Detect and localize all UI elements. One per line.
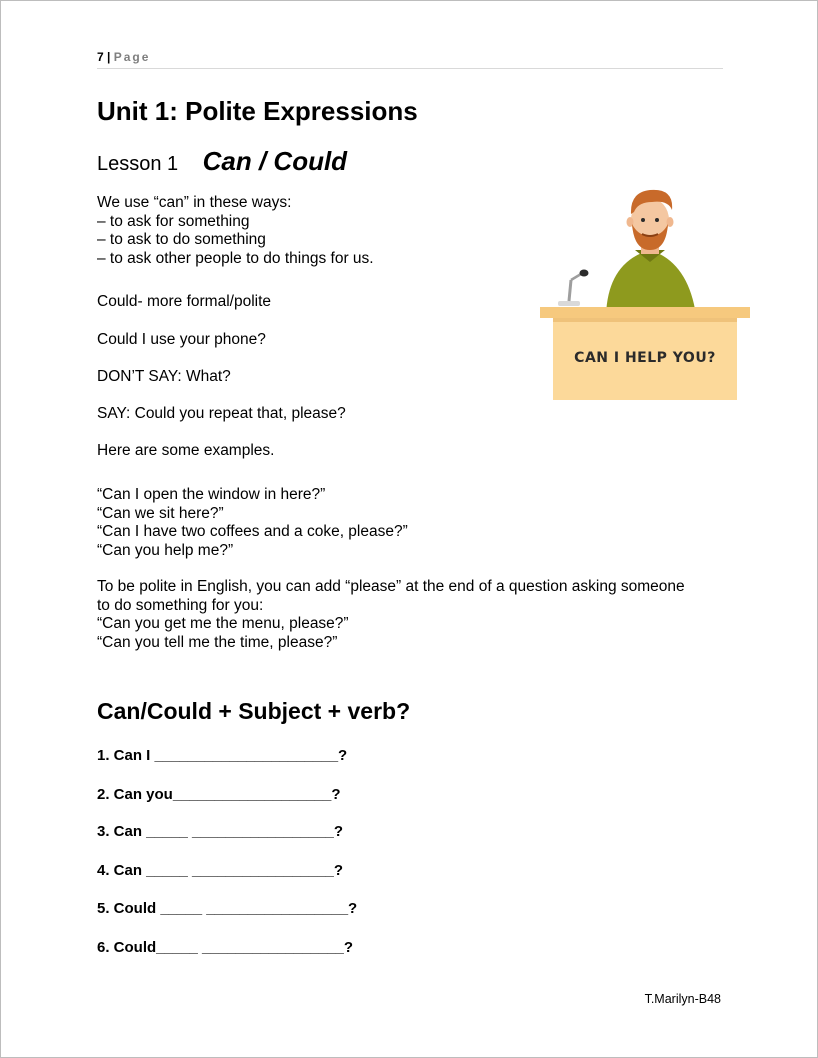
could-note: Could- more formal/polite <box>97 293 272 310</box>
polite-note-line: “Can you get me the menu, please?” <box>97 615 349 632</box>
page-word: Page <box>113 50 151 64</box>
microphone-stand <box>569 280 571 301</box>
dont-say: DON’T SAY: What? <box>97 368 231 385</box>
could-example: Could I use your phone? <box>97 331 266 348</box>
polite-note <box>97 578 685 652</box>
page-header <box>97 50 723 69</box>
desk-sign-text: CAN I HELP YOU? <box>574 350 716 366</box>
examples-intro: Here are some examples. <box>97 442 275 459</box>
receptionist-illustration <box>538 180 752 402</box>
intro-line: – to ask to do something <box>97 231 266 248</box>
left-eye <box>641 218 645 222</box>
exercise-section-title: Can/Could + Subject + verb? <box>97 698 411 724</box>
exercise-item: 2. Can you___________________? <box>97 786 341 803</box>
lesson-topic: Can / Could <box>202 146 348 176</box>
intro-paragraph <box>97 194 374 268</box>
microphone-arm <box>571 274 581 280</box>
example-item: “Can I have two coffees and a coke, please?” <box>97 523 408 540</box>
lesson-heading <box>97 146 347 177</box>
unit-title: Unit 1: Polite Expressions <box>97 96 418 126</box>
say: SAY: Could you repeat that, please? <box>97 405 346 422</box>
microphone-head <box>580 270 589 277</box>
polite-note-line: to do something for you: <box>97 596 264 614</box>
exercise-item: 3. Can _____ _________________? <box>97 823 344 840</box>
receptionist-graphic <box>538 180 752 402</box>
intro-line: – to ask for something <box>97 212 250 230</box>
exercise-item: 6. Could_____ _________________? <box>97 939 354 956</box>
examples-list <box>97 486 408 560</box>
lesson-label: Lesson 1 <box>97 153 179 175</box>
exercise-item: 1. Can I ______________________? <box>97 747 348 764</box>
intro-line: We use “can” in these ways: <box>97 194 292 211</box>
intro-line: – to ask other people to do things for us. <box>97 249 374 267</box>
footer-author: T.Marilyn-B48 <box>644 992 721 1006</box>
example-item: “Can we sit here?” <box>97 504 224 522</box>
polite-note-line: To be polite in English, you can add “please” at the end of a question asking someone <box>97 578 685 595</box>
header-separator: | <box>107 50 111 64</box>
exercise-item: 4. Can _____ _________________? <box>97 862 344 879</box>
right-eye <box>655 218 659 222</box>
example-item: “Can you help me?” <box>97 541 234 559</box>
microphone-base <box>558 301 580 306</box>
polite-note-line: “Can you tell me the time, please?” <box>97 633 338 651</box>
example-item: “Can I open the window in here?” <box>97 486 326 503</box>
page-number: 7 <box>97 50 104 64</box>
desk-top <box>540 307 750 318</box>
exercise-item: 5. Could _____ _________________? <box>97 900 358 917</box>
desk-shadow <box>553 318 737 322</box>
